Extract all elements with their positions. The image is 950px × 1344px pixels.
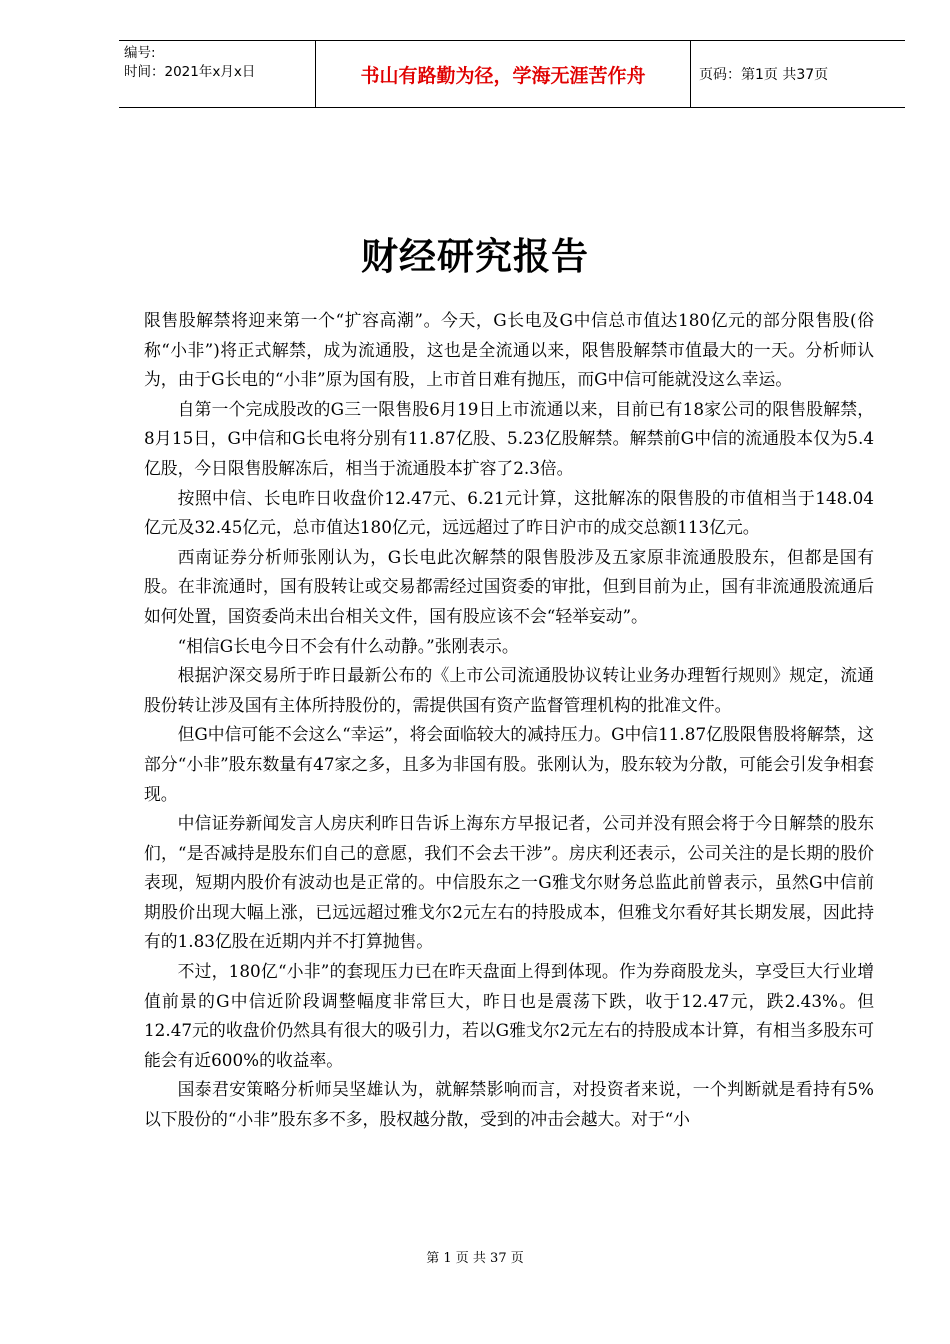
paragraph: 但G中信可能不会这么“幸运”，将会面临较大的减持压力。G中信11.87亿股限售股将解禁，这部分“小非”股东数量有47家之多，且多为非国有股。张刚认为，股东较为分散，可能会引发争相套现。 [144,724,874,804]
paragraph: 自第一个完成股改的G三一限售股6月19日上市流通以来，目前已有18家公司的限售股解禁，8月15日，G中信和G长电将分别有11.87亿股、5.23亿股解禁。解禁前G中信的流通股本仅为5.4亿股，今日限售股解冻后，相当于流通股本扩容了2.3倍。 [144,398,874,478]
paragraph: “相信G长电今日不会有什么动静。”张刚表示。 [177,635,519,656]
page-title: 财经研究报告 [361,234,589,278]
paragraph: 限售股解禁将迎来第一个“扩容高潮”。今天，G长电及G中信总市值达180亿元的部分限售股(俗称“小非”)将正式解禁，成为流通股，这也是全流通以来，限售股解禁市值最大的一天。分析师认为，由于G长电的“小非”原为国有股，上市首日难有抛压，而G中信可能就没这么幸运。 [144,310,874,390]
page-label: 页码：第1页 共37页 [699,67,829,83]
paragraph: 中信证券新闻发言人房庆利昨日告诉上海东方早报记者，公司并没有照会将于今日解禁的股东们，“是否减持是股东们自己的意愿，我们不会去干涉”。房庆利还表示，公司关注的是长期的股价表现，短期内股价有波动也是正常的。中信股东之一G雅戈尔财务总监此前曾表示，虽然G中信前期股价出现大幅上涨，已远远超过雅戈尔2元左右的持股成本，但雅戈尔看好其长期发展，因此持有的1.83亿股在近期内并不打算抛售。 [144,813,874,952]
motto: 书山有路勤为径，学海无涯苦作舟 [315,41,691,107]
header-meta [119,41,315,107]
page-footer: 第 1 页 共 37 页 [426,1251,524,1266]
number-label: 编号: [124,45,156,61]
paragraph: 国泰君安策略分析师吴坚雄认为，就解禁影响而言，对投资者来说，一个判断就是看持有5%以下股份的“小非”股东多不多，股权越分散，受到的冲击会越大。对于“小 [144,1079,874,1130]
article-body [144,306,874,1135]
time-label: 时间：2021年x月x日 [124,64,256,80]
paragraph: 按照中信、长电昨日收盘价12.47元、6.21元计算，这批解冻的限售股的市值相当于148.04亿元及32.45亿元，总市值达180亿元，远远超过了昨日沪市的成交总额113亿元。 [144,487,874,538]
header-table [119,40,905,108]
paragraph: 西南证券分析师张刚认为，G长电此次解禁的限售股涉及五家原非流通股股东，但都是国有股。在非流通时，国有股转让或交易都需经过国资委的审批，但到目前为止，国有非流通股流通后如何处置，国资委尚未出台相关文件，国有股应该不会“轻举妄动”。 [144,546,874,626]
paragraph: 根据沪深交易所于昨日最新公布的《上市公司流通股协议转让业务办理暂行规则》规定，流通股份转让涉及国有主体所持股份的，需提供国有资产监督管理机构的批准文件。 [144,665,874,715]
paragraph: 不过，180亿“小非”的套现压力已在昨天盘面上得到体现。作为券商股龙头，享受巨大行业增值前景的G中信近阶段调整幅度非常巨大，昨日也是震荡下跌，收于12.47元，跌2.43%。但12.47元的收盘价仍然具有很大的吸引力，若以G雅戈尔2元左右的持股成本计算，有相当多股东可能会有近600%的收益率。 [144,961,874,1070]
